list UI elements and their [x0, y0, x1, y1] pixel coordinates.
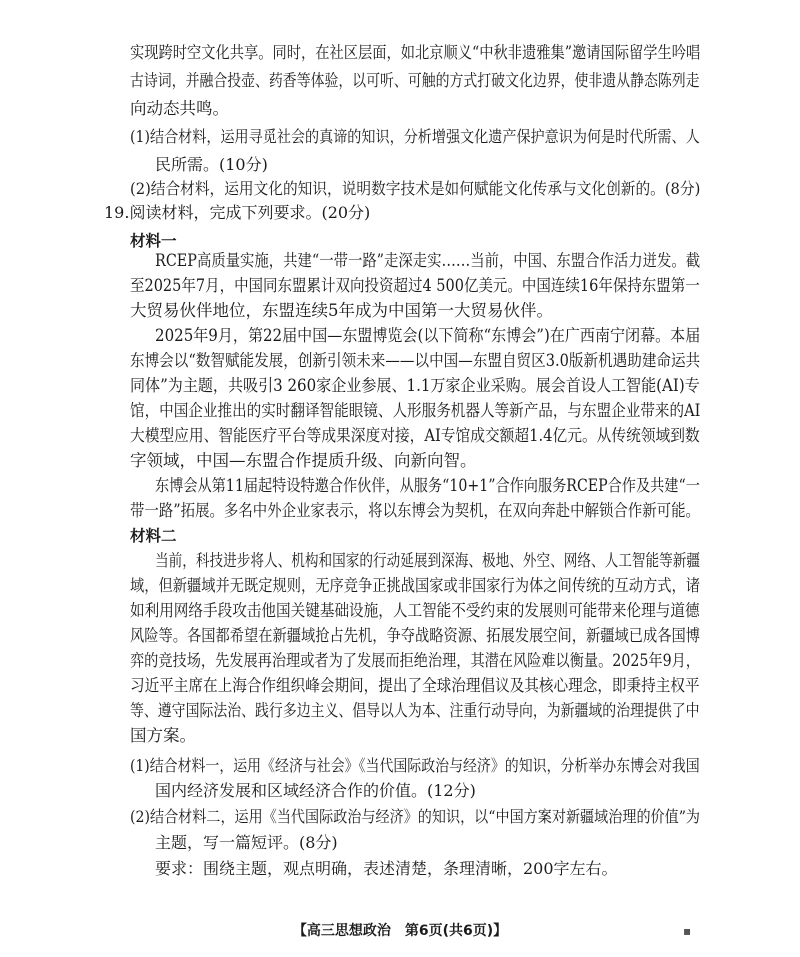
material1-heading: 材料一	[130, 232, 177, 250]
m1-p2-line-5: 大模型应用、智能医疗平台等成果深度对接，AI专馆成交额超1.4亿元。从传统领域到数	[130, 426, 700, 445]
corner-mark: ▪	[683, 924, 692, 938]
m1-p2-line-4: 馆，中国企业推出的实时翻译智能眼镜、人形服务机器人等新产品，与东盟企业带来的AI	[130, 401, 701, 420]
q19-title: 19.阅读材料，完成下列要求。(20分)	[104, 203, 371, 222]
q19-2-line-1: (2)结合材料二，运用《当代国际政治与经济》的知识，以“中国方案对新疆域治理的价值”为	[130, 807, 701, 826]
m1-p3-line-2: 带一路”拓展。多名中外企业家表示，将以东博会为契机，在双向奔赴中解锁合作新可能。	[130, 501, 700, 520]
m1-p2-line-3: 同体”为主题，共吸引3 260家企业参展、1.1万家企业采购。展会首设人工智能(AI)专	[130, 376, 700, 395]
m1-p3-line-1: 东博会从第11届起特设特邀合作伙伴，从服务“10+1”合作向服务RCEP合作及共建“一	[155, 476, 700, 495]
m1-p2-line-6: 字领域，中国—东盟合作提质升级、向新向智。	[130, 451, 477, 470]
m1-p1-line-1: RCEP高质量实施，共建“一带一路”走深走实……当前，中国、东盟合作活力迸发。截	[155, 251, 701, 270]
m2-p1-line-4: 风险等。各国都希望在新疆域抢占先机，争夺战略资源、拓展发展空间，新疆域已成各国博	[130, 626, 700, 645]
q19-2-line-2: 主题，写一篇短评。(8分)	[155, 833, 338, 852]
q18-1-line-2: 民所需。(10分)	[155, 155, 268, 174]
writing-requirement: 要求：围绕主题，观点明确，表述清楚，条理清晰，200字左右。	[155, 859, 618, 878]
page-footer: 【高三思想政治 第6页(共6页)】	[292, 923, 508, 939]
intro-line-2: 古诗词，并融合投壶、药香等体验，以可听、可触的方式打破文化边界，使非遗从静态陈列走	[130, 71, 700, 90]
m1-p1-line-2: 至2025年7月，中国同东盟累计双向投资超过4 500亿美元。中国连续16年保持东盟第一	[130, 276, 700, 295]
m2-p1-line-3: 如利用网络手段攻击他国关键基础设施，人工智能不受约束的发展则可能带来伦理与道德	[130, 601, 700, 620]
m2-p1-line-5: 弈的竞技场，先发展再治理或者为了发展而拒绝治理，其潜在风险难以衡量。2025年9月，	[130, 651, 700, 670]
m1-p2-line-2: 东博会以“数智赋能发展，创新引领未来——以中国—东盟自贸区3.0版新机遇助建命运共	[130, 351, 701, 370]
m1-p2-line-1: 2025年9月，第22届中国—东盟博览会(以下简称“东博会”)在广西南宁闭幕。本届	[155, 326, 701, 345]
m2-p1-line-7: 等、遵守国际法治、践行多边主义、倡导以人为本、注重行动导向，为新疆域的治理提供了中	[130, 701, 700, 720]
intro-line-1: 实现跨时空文化共享。同时，在社区层面，如北京顺义“中秋非遗雅集”邀请国际留学生吟唱	[130, 43, 701, 62]
q18-1-line-1: (1)结合材料，运用寻觅社会的真谛的知识，分析增强文化遗产保护意识为何是时代所需、人	[130, 127, 700, 146]
m2-p1-line-1: 当前，科技进步将人、机构和国家的行动延展到深海、极地、外空、网络、人工智能等新疆	[155, 551, 701, 570]
m1-p1-line-3: 大贸易伙伴地位，东盟连续5年成为中国第一大贸易伙伴。	[130, 301, 553, 320]
q19-1-line-2: 国内经济发展和区域经济合作的价值。(12分)	[155, 781, 476, 800]
m2-p1-line-8: 国方案。	[130, 726, 196, 745]
q18-2: (2)结合材料，运用文化的知识，说明数字技术是如何赋能文化传承与文化创新的。(8分)	[130, 179, 701, 198]
q19-1-line-1: (1)结合材料一，运用《经济与社会》《当代国际政治与经济》的知识，分析举办东博会对我国	[130, 756, 700, 775]
m2-p1-line-6: 习近平主席在上海合作组织峰会期间，提出了全球治理倡议及其核心理念，即秉持主权平	[130, 676, 700, 695]
m2-p1-line-2: 域，但新疆域并无既定规则，无序竞争正挑战国家或非国家行为体之间传统的互动方式，诸	[130, 576, 700, 595]
intro-line-3: 向动态共鸣。	[130, 99, 229, 118]
material2-heading: 材料二	[130, 527, 177, 545]
